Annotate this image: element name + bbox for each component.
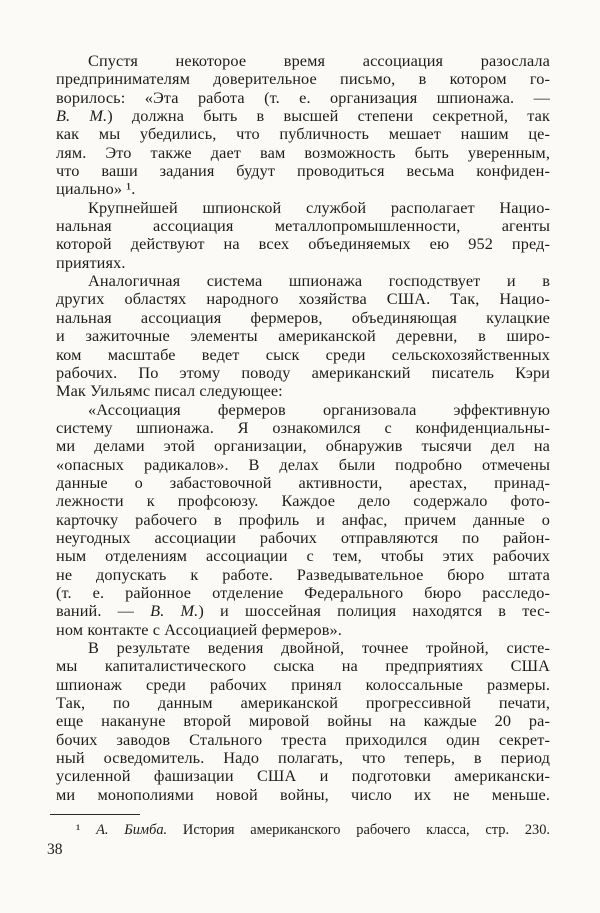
text-line: ваний. — В. М.) и шоссейная полиция находятся в тес- bbox=[56, 602, 550, 621]
text-line: ворилось: «Эта работа (т. е. организация шпионажа. — bbox=[56, 88, 550, 107]
text-line: ном контакте с Ассоциацией фермеров». bbox=[56, 620, 342, 639]
page-text bbox=[56, 52, 550, 804]
text-line: еще накануне второй мировой войны на каждые 20 ра- bbox=[56, 712, 550, 731]
text-line: ком масштабе ведет сыск среди сельскохозяйственных bbox=[56, 345, 550, 364]
text-line: В результате ведения двойной, точнее тройной, систе- bbox=[88, 639, 550, 657]
text-line: что ваши задания будут проводиться весьма конфиден- bbox=[56, 162, 550, 181]
text-line: как мы убедились, что публичность мешает нашим це- bbox=[56, 125, 550, 144]
text-line: ми делами этой организации, обнаружив тысячи дел на bbox=[56, 437, 550, 456]
text-line: и зажиточные элементы американской деревни, в широ- bbox=[56, 327, 550, 346]
text-line: ми монополиями новой войны, число их не меньше. bbox=[56, 785, 550, 804]
footnote-divider bbox=[50, 814, 140, 815]
text-line: данные о забастовочной активности, арестах, принад- bbox=[56, 473, 550, 492]
text-line: нальная ассоциация фермеров, объединяющая кулацкие bbox=[56, 308, 550, 327]
text-line: мы капиталистического сыска на предприятиях США bbox=[56, 657, 550, 676]
paragraph bbox=[56, 52, 550, 199]
text-line: систему шпионажа. Я ознакомился с конфиденциальны- bbox=[56, 418, 550, 437]
text-line: (т. е. районное отделение Федерального бюро расследо- bbox=[56, 583, 550, 602]
text-line: ным отделениям ассоциации с тем, чтобы этих рабочих bbox=[56, 547, 550, 566]
text-line: которой действуют на всех объединяемых ею 952 пред- bbox=[56, 235, 550, 254]
text-line: других областях народного хозяйства США. Так, Нацио- bbox=[56, 290, 550, 309]
paragraph bbox=[56, 401, 550, 639]
paragraph bbox=[56, 199, 550, 272]
text-line: В. М.) должна быть в высшей степени секретной, так bbox=[56, 107, 550, 126]
text-line: не допускать к работе. Разведывательное бюро штата bbox=[56, 565, 550, 584]
text-line: усиленной фашизации США и подготовки американски- bbox=[56, 767, 550, 786]
paragraph bbox=[56, 272, 550, 400]
text-line: шпионаж среди рабочих принял колоссальные размеры. bbox=[56, 675, 550, 694]
text-line: неугодных ассоциации рабочих отправляются по район- bbox=[56, 528, 550, 547]
text-line: Мак Уильямс писал следующее: bbox=[56, 382, 283, 401]
text-line: Крупнейшей шпионской службой располагает Нацио- bbox=[88, 198, 550, 217]
page-number: 38 bbox=[47, 841, 63, 858]
text-line: нальная ассоциация металлопромышленности, агенты bbox=[56, 217, 550, 236]
text-line: рабочих. По этому поводу американский писатель Кэри bbox=[56, 363, 550, 382]
text-line: лежности к профсоюзу. Каждое дело содержало фото- bbox=[56, 492, 550, 511]
text-line: циально» ¹. bbox=[56, 180, 136, 199]
text-line: ный осведомитель. Надо полагать, что теперь, в период bbox=[56, 749, 550, 768]
text-line: приятиях. bbox=[56, 253, 126, 272]
text-line: «Ассоциация фермеров организовала эффективную bbox=[88, 400, 550, 419]
footnote-text: ¹ А. Бимба. История американского рабочего класса, стр. 230. bbox=[76, 822, 550, 838]
text-line: карточку рабочего в профиль и анфас, причем данные о bbox=[56, 510, 550, 529]
text-line: Аналогичная система шпионажа господствует и в bbox=[88, 272, 550, 291]
text-line: «опасных радикалов». В делах были подробно отмечены bbox=[56, 455, 550, 474]
text-line: лям. Это также дает вам возможность быть уверенным, bbox=[56, 143, 550, 162]
text-line: Так, по данным американской прогрессивной печати, bbox=[56, 694, 550, 713]
text-line: Спустя некоторое время ассоциация разослала bbox=[88, 52, 550, 70]
text-line: бочих заводов Стального треста приходился один секрет- bbox=[56, 730, 550, 749]
text-line: предпринимателям доверительное письмо, в котором го- bbox=[56, 70, 550, 89]
paragraph bbox=[56, 639, 550, 804]
